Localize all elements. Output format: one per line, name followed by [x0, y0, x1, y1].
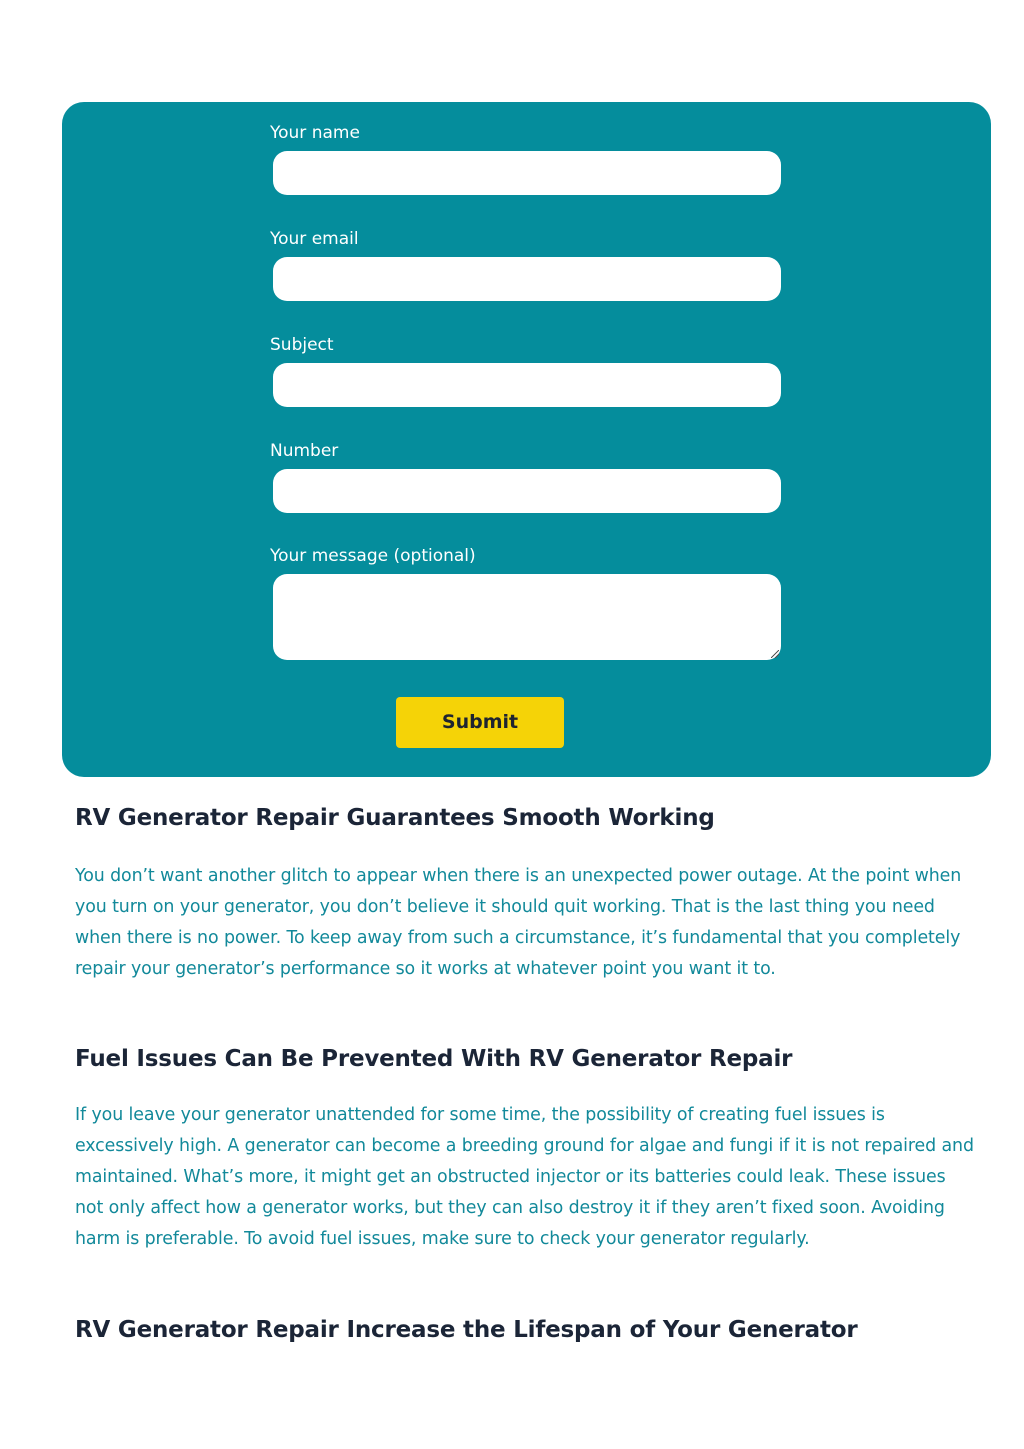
subject-field-label: Subject [270, 335, 334, 355]
submit-button[interactable]: Submit [396, 697, 564, 748]
message-textarea[interactable] [273, 574, 781, 660]
message-field-label: Your message (optional) [270, 546, 476, 566]
name-input[interactable] [273, 151, 781, 195]
number-field-label: Number [270, 441, 339, 461]
resize-handle-icon[interactable] [771, 650, 779, 658]
email-input[interactable] [273, 257, 781, 301]
subject-input[interactable] [273, 363, 781, 407]
section-heading-fuel-issues: Fuel Issues Can Be Prevented With RV Generator Repair [75, 1046, 793, 1072]
contact-form [62, 102, 991, 777]
name-field-label: Your name [270, 123, 360, 143]
section-heading-lifespan: RV Generator Repair Increase the Lifespan of Your Generator [75, 1317, 858, 1343]
number-input[interactable] [273, 469, 781, 513]
section-body-smooth-working: You don’t want another glitch to appear when there is an unexpected power outage. At the point when you turn on your generator, you don’t believe it should quit working. That is the last thing you need when there is no power. To keep away from such a circumstance, it’s fundamental that you completely repair your generator’s performance so it works at whatever point you want it to. [75, 866, 962, 979]
email-field-label: Your email [270, 229, 359, 249]
section-body-fuel-issues: If you leave your generator unattended for some time, the possibility of creating fuel issues is excessively high. A generator can become a breeding ground for algae and fungi if it is not repaired and maintained. What’s more, it might get an obstructed injector or its batteries could leak. These issues not only affect how a generator works, but they can also destroy it if they aren’t fixed soon. Avoiding harm is preferable. To avoid fuel issues, make sure to check your generator regularly. [75, 1105, 974, 1249]
section-heading-smooth-working: RV Generator Repair Guarantees Smooth Working [75, 805, 715, 831]
